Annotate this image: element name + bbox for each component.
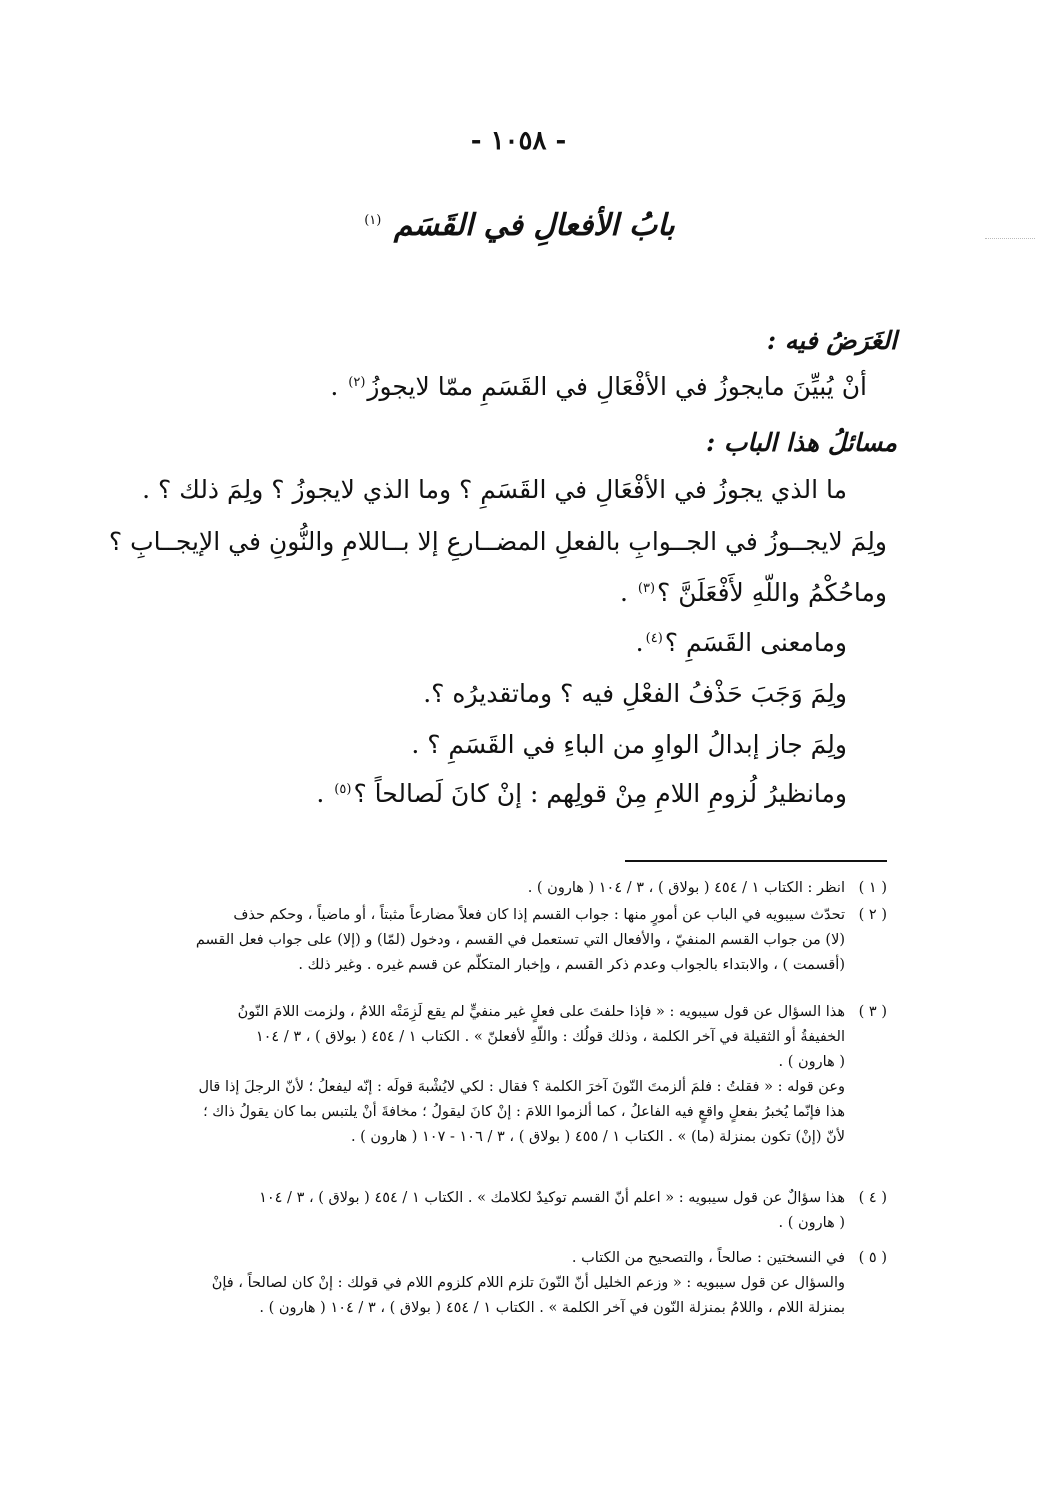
issue-line-7-footnote-ref: (٥): [334, 781, 352, 797]
footnote-2-line-1: تحدّث سيبويه في الباب عن أمورٍ منها : جواب القسم إذا كان فعلاً مضارعاً مثبتاً ، أو ماضياً ، وحكم حذف: [233, 907, 845, 923]
purpose-heading: الغَرَضُ فيه :: [766, 326, 897, 355]
purpose-text: [330, 372, 867, 401]
issue-line-1-text: ما الذي يجوزُ في الأفْعَالِ في القَسَمِ ؟ وما الذي لايجوزُ ؟ ولِمَ ذلك ؟ .: [142, 475, 847, 504]
footnote-3-line-1: هذا السؤال عن قول سيبويه : « فإذا حلفتَ على فعلٍ غير منفيٍّ لم يقع لَزِمَتْه اللامُ ، ولزمت اللامَ النّونُ: [237, 1004, 845, 1020]
footnote-separator: [625, 860, 887, 862]
issue-line-5: [423, 679, 847, 708]
issue-line-4-text: ومامعنى القَسَمِ ؟: [664, 628, 847, 657]
issue-line-3-footnote-ref: (٣): [637, 580, 656, 596]
footnote-1-line-1: انظر : الكتاب ١ / ٤٥٤ ( بولاق ) ، ٣ / ١٠٤ ( هارون ) .: [527, 880, 845, 896]
footnote-3-number: ( ٣ ): [858, 1004, 887, 1020]
page-number: - ١٠٥٨ -: [470, 126, 567, 156]
chapter-title: [0, 208, 1037, 243]
issue-line-6: [411, 730, 847, 759]
footnote-5-line-2: والسؤال عن قول سيبويه : « وزعم الخليل أنّ النّونَ تلزم اللام كلزوم اللام في قولك : إنْ كان لصالحاً ، فإنْ: [211, 1275, 845, 1291]
purpose-text-body: أنْ يُبيِّنَ مايجوزُ في الأفْعَالِ في القَسَمِ ممّا لايجوزُ: [367, 372, 867, 401]
issue-line-4: [636, 628, 847, 657]
footnote-3-line-2: الخفيفةُ أو الثقيلة في آخر الكلمة ، وذلك قولُك : واللّهِ لأفعلنّ » . الكتاب ١ / ٤٥٤ ( بولاق ) ، ٣ / ١٠٤: [255, 1029, 845, 1045]
footnote-2-line-2: (لا) من جواب القسم المنفيّ ، والأفعال التي تستعمل في القسم ، ودخول (لمّا) و (إلا) على جواب فعل القسم: [195, 932, 845, 948]
chapter-footnote-ref: (١): [364, 213, 382, 228]
footnote-5-line-1: في النسختين : صالحاً ، والتصحيح من الكتاب .: [571, 1250, 845, 1266]
footnote-4-line-2: ( هارون ) .: [778, 1215, 845, 1231]
footnote-2: [147, 903, 887, 978]
footnote-5-line-3: بمنزلة اللام ، واللامُ بمنزلة النّون في آخر الكلمة » . الكتاب ١ / ٤٥٤ ( بولاق ) ، ٣ / ١٠٤ ( هارون ) .: [259, 1300, 845, 1316]
issue-line-3: [620, 578, 887, 607]
issue-line-5-text: ولِمَ وَجَبَ حَذْفُ الفعْلِ فيه ؟ وماتقديرُه ؟.: [423, 679, 847, 708]
issue-line-7-end: .: [316, 779, 333, 808]
issue-line-2: [109, 527, 887, 556]
issues-heading: مسائلُ هذا الباب :: [705, 428, 897, 457]
footnote-4-number: ( ٤ ): [858, 1190, 887, 1206]
footnote-4-line-1: هذا سؤالٌ عن قول سيبويه : « اعلم أنّ القسم توكيدٌ لكلامك » . الكتاب ١ / ٤٥٤ ( بولاق ) ، ٣ / ١٠٤: [259, 1190, 845, 1206]
issue-line-7: [316, 779, 847, 808]
scan-edge-mark: [985, 238, 1035, 239]
purpose-text-end: .: [330, 372, 347, 401]
footnote-2-number: ( ٢ ): [858, 907, 887, 923]
footnote-3-line-5: هذا فإنّما يُخبرُ بفعلٍ واقعٍ فيه الفاعلُ ، كما ألزموا اللامَ : إنْ كانَ ليقولُ ؛ مخافةَ أنْ يلتبس بما كان يقولُ ذاك ؛: [203, 1104, 845, 1120]
footnote-4: [147, 1186, 887, 1236]
footnote-2-line-3: (أقسمت ) ، والابتداء بالجواب وعدم ذكر القسم ، وإخبار المتكلّم عن قسم غيره . وغير ذلك .: [298, 957, 845, 973]
footnote-1: [147, 876, 887, 901]
issue-line-4-footnote-ref: (٤): [645, 630, 663, 646]
issue-line-6-text: ولِمَ جاز إبدالُ الواوِ من الباءِ في القَسَمِ ؟ .: [411, 730, 847, 759]
chapter-title-text: بابُ الأفعالِ في القَسَم: [393, 208, 675, 243]
footnote-3-line-6: لأنّ (إنْ) تكون بمنزلة (ما) » . الكتاب ١ / ٤٥٥ ( بولاق ) ، ٣ / ١٠٦ - ١٠٧ ( هارون ) .: [350, 1129, 845, 1145]
footnote-5: [147, 1246, 887, 1321]
issue-line-3-end: .: [619, 578, 636, 607]
footnote-3-line-3: ( هارون ) .: [778, 1054, 845, 1070]
issue-line-1: [142, 475, 847, 504]
issue-line-4-end: .: [635, 628, 644, 657]
footnote-3-line-4: وعن قوله : « فقلتُ : فلمَ ألزمتَ النّونَ آخرَ الكلمة ؟ فقال : لكي لايُشْبهَ قولَه : إنّه ليفعلُ ؛ لأنّ الرجلَ إذا قال: [198, 1079, 845, 1095]
footnote-5-number: ( ٥ ): [858, 1250, 887, 1266]
purpose-footnote-ref: (٢): [348, 374, 366, 390]
issue-line-3-text: وماحُكْمُ واللّهِ لأَفْعَلَنَّ ؟: [657, 578, 887, 607]
footnote-1-number: ( ١ ): [858, 880, 887, 896]
footnote-3: [147, 1000, 887, 1150]
issue-line-7-text: ومانظيرُ لُزومِ اللامِ مِنْ قولِهم : إنْ كانَ لَصالحاً ؟: [353, 779, 847, 808]
issue-line-2-text: ولِمَ لايجــوزُ في الجــوابِ بالفعلِ المضــارعِ إلا بــاللامِ والنُّونِ في الإيجــابِ ؟: [108, 527, 887, 556]
